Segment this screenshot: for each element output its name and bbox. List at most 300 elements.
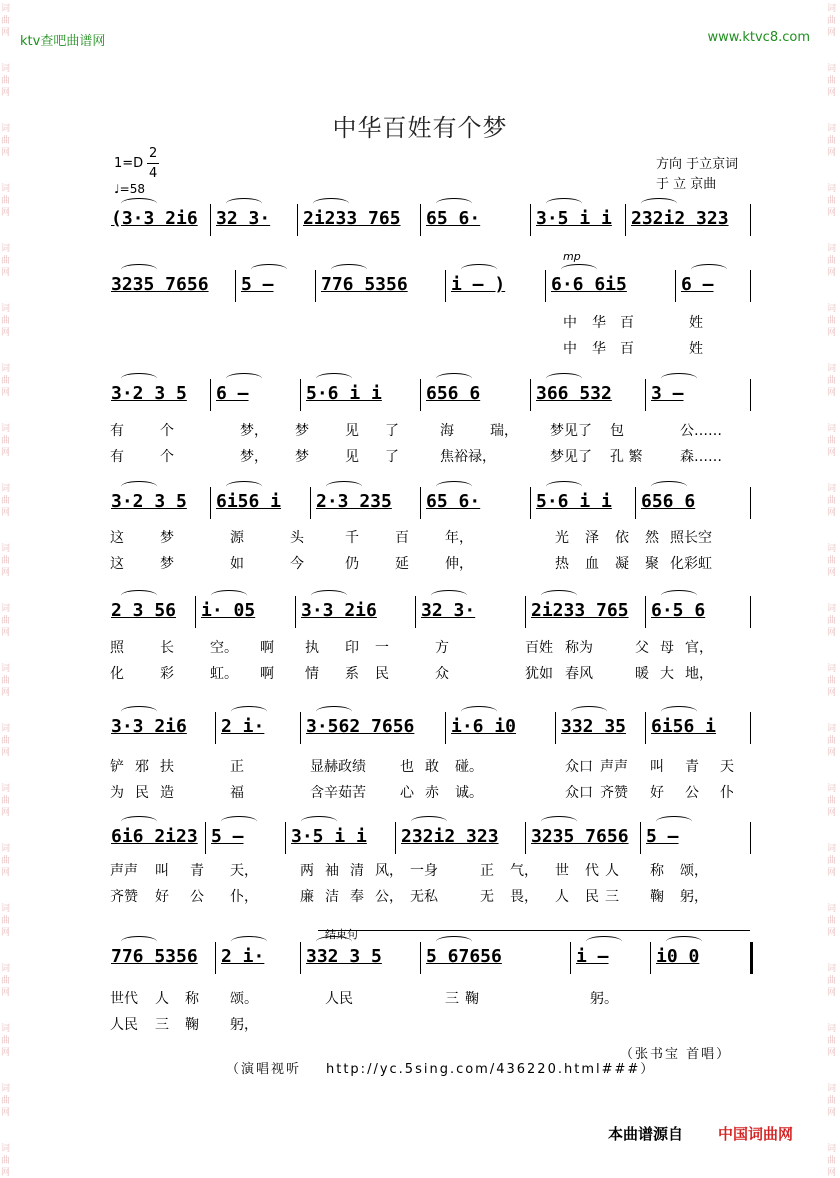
lyric-word: 诚。 <box>455 785 483 801</box>
key-signature: 1=D <box>114 156 144 171</box>
lyric-word: 执 <box>305 640 319 656</box>
lyric-word: 齐赞 <box>110 889 138 905</box>
lyric-word: 海 <box>440 423 454 439</box>
source-site-link[interactable]: 中国词曲网 <box>718 1125 794 1143</box>
slur-mark <box>541 816 577 827</box>
watermark-glyph: 曲 <box>1 1096 11 1106</box>
watermark-glyph: 网 <box>1 1048 11 1058</box>
bar-line <box>750 712 751 744</box>
bar-line <box>285 822 286 854</box>
watermark-glyph: 网 <box>1 808 11 818</box>
lyric-word: 彩 <box>160 666 174 682</box>
lyric-word: 青 <box>685 759 699 775</box>
slur-mark <box>313 198 349 209</box>
watermark-glyph: 词 <box>1 484 11 494</box>
watermark-glyph: 词 <box>827 604 837 614</box>
lyric-word: 声声 <box>600 759 628 775</box>
watermark-glyph: 网 <box>827 508 837 518</box>
slur-mark <box>691 264 727 275</box>
watermark-glyph: 曲 <box>1 1156 11 1166</box>
slur-mark <box>121 481 157 492</box>
time-numerator: 2 <box>149 146 158 161</box>
measure-notes: 5 – <box>241 274 274 295</box>
bar-line <box>750 270 751 302</box>
lyric-word: 凝 <box>615 556 629 572</box>
lyric-word: 母 <box>660 640 674 656</box>
lyric-word: 热 <box>555 556 569 572</box>
measure-notes: 65 6· <box>426 491 481 512</box>
watermark-glyph: 网 <box>1 988 11 998</box>
watermark-glyph: 词 <box>827 844 837 854</box>
lyric-word: 照 <box>110 640 124 656</box>
measure-notes: 6i6 2i23 <box>111 826 198 847</box>
watermark-glyph: 网 <box>827 568 837 578</box>
measure-notes: 3·562 7656 <box>306 716 415 737</box>
measure-notes: 32 3· <box>421 600 476 621</box>
ending-bracket-line <box>318 930 750 931</box>
watermark-glyph: 网 <box>827 28 837 38</box>
watermark-glyph: 词 <box>827 484 837 494</box>
slur-mark <box>226 373 262 384</box>
watermark-glyph: 网 <box>1 868 11 878</box>
slur-mark <box>226 481 262 492</box>
lyric-word: 长 <box>160 640 174 656</box>
time-denominator: 4 <box>149 166 158 181</box>
watermark-glyph: 网 <box>827 628 837 638</box>
measure-notes: 776 5356 <box>321 274 408 295</box>
bar-line <box>530 487 531 519</box>
bar-line <box>300 712 301 744</box>
lyric-line-1 <box>105 527 755 549</box>
lyric-word: 头 <box>290 530 304 546</box>
watermark-glyph: 词 <box>827 1024 837 1034</box>
watermark-glyph: 网 <box>1 208 11 218</box>
lyric-word: 天， <box>230 863 258 879</box>
video-url[interactable]: http://yc.5sing.com/436220.html###） <box>326 1062 656 1077</box>
slur-mark <box>121 816 157 827</box>
watermark-glyph: 词 <box>827 1084 837 1094</box>
lyric-word: 正 <box>480 863 494 879</box>
lyric-word: 这 <box>110 556 124 572</box>
video-label: （演唱视听 <box>226 1062 302 1077</box>
header-right-site[interactable]: www.ktvc8.com <box>707 30 810 45</box>
watermark-glyph: 曲 <box>827 676 837 686</box>
lyric-word: 包 <box>610 423 624 439</box>
measure-notes: 5·6 i i <box>536 491 612 512</box>
measure-notes: 5 67656 <box>426 946 502 967</box>
watermark-glyph: 词 <box>1 544 11 554</box>
watermark-glyph: 网 <box>1 448 11 458</box>
lyric-word: 也 <box>400 759 414 775</box>
lyric-line-2 <box>105 553 755 575</box>
measure-notes: 776 5356 <box>111 946 198 967</box>
slur-mark <box>661 373 697 384</box>
lyric-word: 众口 <box>565 785 593 801</box>
watermark-glyph: 词 <box>1 1024 11 1034</box>
bar-line <box>570 942 571 974</box>
watermark-glyph: 曲 <box>827 976 837 986</box>
lyric-word: 啊 <box>260 666 274 682</box>
watermark-glyph: 词 <box>1 1144 11 1154</box>
measure-notes: 332 35 <box>561 716 627 737</box>
watermark-glyph: 曲 <box>827 436 837 446</box>
watermark-glyph: 曲 <box>1 376 11 386</box>
lyric-word: 梦见了 <box>550 423 592 439</box>
watermark-glyph: 曲 <box>1 76 11 86</box>
watermark-glyph: 曲 <box>1 496 11 506</box>
notation-row <box>105 818 755 858</box>
notation-row <box>105 375 755 415</box>
bar-line <box>750 204 751 236</box>
watermark-glyph: 曲 <box>827 856 837 866</box>
lyric-word: 百姓 <box>525 640 553 656</box>
slur-mark <box>656 816 692 827</box>
watermark-glyph: 曲 <box>827 76 837 86</box>
lyric-word: 齐赞 <box>600 785 628 801</box>
slur-mark <box>461 706 497 717</box>
watermark-glyph: 网 <box>827 1108 837 1118</box>
watermark-glyph: 网 <box>1 1168 11 1178</box>
watermark-glyph: 曲 <box>1 976 11 986</box>
measure-notes: 656 6 <box>641 491 696 512</box>
lyric-word: 公， <box>375 889 403 905</box>
lyric-word: 鞠 <box>465 991 479 1007</box>
bar-line <box>420 379 421 411</box>
lyric-word: 含辛茹苦 <box>310 785 366 801</box>
measure-notes: 332 3 5 <box>306 946 382 967</box>
notation-row <box>105 938 755 978</box>
bar-line <box>530 204 531 236</box>
watermark-glyph: 网 <box>827 1048 837 1058</box>
lyric-word: 公…… <box>680 423 722 439</box>
bar-line <box>215 942 216 974</box>
lyric-word: 赤 <box>425 785 439 801</box>
watermark-glyph: 词 <box>827 184 837 194</box>
lyric-word: 三 <box>155 1017 169 1033</box>
watermark-glyph: 网 <box>827 388 837 398</box>
right-watermark-strip <box>826 0 840 1178</box>
lyric-word: 然 <box>645 530 659 546</box>
source-prefix: 本曲谱源自 <box>608 1125 684 1143</box>
lyric-word: 有 <box>110 449 124 465</box>
bar-line <box>210 204 211 236</box>
bar-line <box>650 942 651 974</box>
lyric-word: 空。 <box>210 640 238 656</box>
lyric-word: 依 <box>615 530 629 546</box>
measure-notes: 6·5 6 <box>651 600 706 621</box>
bar-line <box>625 204 626 236</box>
lyric-word: 印 <box>345 640 359 656</box>
bar-line <box>750 822 751 854</box>
watermark-glyph: 词 <box>827 124 837 134</box>
slur-mark <box>211 590 247 601</box>
measure-notes: 2 i· <box>221 716 265 737</box>
lyric-word: 奉 <box>350 889 364 905</box>
watermark-glyph: 词 <box>827 904 837 914</box>
lyric-line-1 <box>105 312 755 334</box>
lyric-word: 声声 <box>110 863 138 879</box>
bar-line <box>645 596 646 628</box>
slur-mark <box>331 264 367 275</box>
measure-notes: i· 05 <box>201 600 256 621</box>
measure-notes: 3235 7656 <box>531 826 629 847</box>
lyric-word: 姓 <box>689 341 703 357</box>
lyric-word: 仆， <box>230 889 258 905</box>
lyric-line-2 <box>105 663 755 685</box>
watermark-glyph: 词 <box>1 904 11 914</box>
watermark-glyph: 曲 <box>1 136 11 146</box>
watermark-glyph: 曲 <box>1 16 11 26</box>
lyric-word: 躬， <box>230 1017 258 1033</box>
slur-mark <box>561 264 597 275</box>
notation-row <box>105 483 755 523</box>
measure-notes: 32 3· <box>216 208 271 229</box>
watermark-glyph: 曲 <box>1 256 11 266</box>
lyric-word: 好 <box>650 785 664 801</box>
slur-mark <box>436 198 472 209</box>
lyric-word: 见 <box>345 449 359 465</box>
notation-row <box>105 200 755 240</box>
measure-notes: (3·3 2i6 <box>111 208 198 229</box>
measure-notes: 6 – <box>216 383 249 404</box>
watermark-glyph: 曲 <box>827 316 837 326</box>
slur-mark <box>121 373 157 384</box>
lyric-word: 大 <box>660 666 674 682</box>
lyric-word: 个 <box>160 423 174 439</box>
lyric-word: 心 <box>400 785 414 801</box>
measure-notes: 2i233 765 <box>303 208 401 229</box>
watermark-glyph: 网 <box>827 1168 837 1178</box>
lyric-word: 年， <box>445 530 473 546</box>
lyric-word: 颂。 <box>230 991 258 1007</box>
watermark-glyph: 词 <box>827 64 837 74</box>
watermark-glyph: 曲 <box>827 496 837 506</box>
lyric-word: 如 <box>230 556 244 572</box>
slur-mark <box>231 936 267 947</box>
notation-row <box>105 708 755 748</box>
lyric-word: 有 <box>110 423 124 439</box>
lyric-word: 造 <box>160 785 174 801</box>
watermark-glyph: 词 <box>827 304 837 314</box>
lyric-word: 梦， <box>240 423 268 439</box>
watermark-glyph: 词 <box>1 244 11 254</box>
lyric-word: 人 <box>155 991 169 1007</box>
measure-notes: 3·5 i i <box>291 826 367 847</box>
tempo-mark: ♩=58 <box>114 182 145 196</box>
lyric-word: 廉 <box>300 889 314 905</box>
bar-line <box>315 270 316 302</box>
lyric-word: 称 <box>185 991 199 1007</box>
bar-line <box>295 596 296 628</box>
watermark-glyph: 词 <box>1 4 11 14</box>
watermark-glyph: 曲 <box>1 556 11 566</box>
lyric-line-1 <box>105 420 755 442</box>
slur-mark <box>546 198 582 209</box>
lyric-word: 一 <box>375 640 389 656</box>
measure-notes: 5·6 i i <box>306 383 382 404</box>
lyric-word: 鞠 <box>185 1017 199 1033</box>
lyric-word: 世代 <box>110 991 138 1007</box>
bar-line <box>545 270 546 302</box>
lyric-word: 人 <box>605 863 619 879</box>
slur-mark <box>121 936 157 947</box>
slur-mark <box>311 590 347 601</box>
lyric-word: 梦， <box>240 449 268 465</box>
measure-notes: 366 532 <box>536 383 612 404</box>
watermark-glyph: 词 <box>1 844 11 854</box>
dynamic-mark: mp <box>563 250 581 263</box>
lyric-word: 一身 <box>410 863 438 879</box>
lyric-word: 公 <box>190 889 204 905</box>
lyric-line-2 <box>105 338 755 360</box>
lyric-word: 躬， <box>680 889 708 905</box>
watermark-glyph: 词 <box>827 1144 837 1154</box>
lyric-word: 众口 <box>565 759 593 775</box>
lyric-word: 无私 <box>410 889 438 905</box>
watermark-glyph: 词 <box>1 604 11 614</box>
watermark-glyph: 网 <box>1 88 11 98</box>
lyric-word: 敢 <box>425 759 439 775</box>
lyric-word: 了 <box>385 423 399 439</box>
lyric-word: 方 <box>435 640 449 656</box>
lyric-word: 民 <box>585 889 599 905</box>
lyric-word: 父 <box>635 640 649 656</box>
lyric-word: 袖 <box>325 863 339 879</box>
watermark-glyph: 词 <box>1 964 11 974</box>
watermark-glyph: 网 <box>827 808 837 818</box>
lyric-line-1 <box>105 637 755 659</box>
lyric-word: 仆 <box>720 785 734 801</box>
slur-mark <box>461 264 497 275</box>
slur-mark <box>436 936 472 947</box>
measure-notes: 6i56 i <box>651 716 717 737</box>
slur-mark <box>121 198 157 209</box>
slur-mark <box>316 373 352 384</box>
bar-line <box>300 942 301 974</box>
lyric-word: 源 <box>230 530 244 546</box>
lyric-word: 见 <box>345 423 359 439</box>
bar-line <box>525 822 526 854</box>
lyric-word: 铲 <box>110 759 124 775</box>
watermark-glyph: 曲 <box>1 1036 11 1046</box>
watermark-glyph: 曲 <box>827 556 837 566</box>
lyric-word: 梦 <box>295 449 309 465</box>
watermark-glyph: 网 <box>1 508 11 518</box>
lyric-word: 森…… <box>680 449 722 465</box>
measure-notes: 3·2 3 5 <box>111 491 187 512</box>
song-title: 中华百姓有个梦 <box>332 114 508 142</box>
bar-line <box>640 822 641 854</box>
bar-line <box>445 270 446 302</box>
bar-line <box>297 204 298 236</box>
slur-mark <box>571 706 607 717</box>
lyric-word: 躬。 <box>590 991 618 1007</box>
measure-notes: 6i56 i <box>216 491 282 512</box>
slur-mark <box>226 198 262 209</box>
watermark-glyph: 词 <box>1 124 11 134</box>
bar-line <box>420 204 421 236</box>
watermark-glyph: 网 <box>827 268 837 278</box>
measure-notes: 232i2 323 <box>631 208 729 229</box>
lyric-word: 代 <box>585 863 599 879</box>
lyric-line-1 <box>105 756 755 778</box>
watermark-glyph: 曲 <box>827 1096 837 1106</box>
bar-line <box>750 596 751 628</box>
watermark-glyph: 网 <box>1 928 11 938</box>
singer-credit: （张书宝 首唱） <box>620 1047 732 1062</box>
bar-line <box>750 487 751 519</box>
watermark-glyph: 词 <box>827 964 837 974</box>
measure-notes: 6·6 6i5 <box>551 274 627 295</box>
lyric-word: 无 <box>480 889 494 905</box>
watermark-glyph: 曲 <box>827 916 837 926</box>
watermark-glyph: 词 <box>827 364 837 374</box>
lyric-word: 三 <box>445 991 459 1007</box>
watermark-glyph: 曲 <box>827 736 837 746</box>
slur-mark <box>436 373 472 384</box>
lyric-line-2 <box>105 886 755 908</box>
lyric-word: 百 <box>620 315 634 331</box>
slur-mark <box>301 816 337 827</box>
lyric-word: 民 <box>375 666 389 682</box>
bar-line <box>530 379 531 411</box>
watermark-glyph: 网 <box>1 568 11 578</box>
slur-mark <box>221 816 257 827</box>
watermark-glyph: 词 <box>1 364 11 374</box>
watermark-glyph: 曲 <box>1 796 11 806</box>
slur-mark <box>546 373 582 384</box>
measure-notes: 5 – <box>211 826 244 847</box>
watermark-glyph: 网 <box>827 208 837 218</box>
watermark-glyph: 曲 <box>1 736 11 746</box>
notation-row <box>105 592 755 632</box>
lyric-word: 公 <box>685 785 699 801</box>
lyric-word: 中 <box>563 341 577 357</box>
left-watermark-strip <box>0 0 14 1178</box>
watermark-glyph: 词 <box>827 784 837 794</box>
lyric-word: 聚 <box>645 556 659 572</box>
lyric-word: 伸， <box>445 556 473 572</box>
lyric-word: 啊 <box>260 640 274 656</box>
slur-mark <box>586 936 622 947</box>
lyric-word: 照长空 <box>670 530 712 546</box>
lyric-word: 化 <box>110 666 124 682</box>
lyric-word: 个 <box>160 449 174 465</box>
lyric-word: 碰。 <box>455 759 483 775</box>
header-left-site[interactable]: ktv查吧曲谱网 <box>20 34 106 49</box>
measure-notes: 3235 7656 <box>111 274 209 295</box>
watermark-glyph: 词 <box>1 664 11 674</box>
measure-notes: 6 – <box>681 274 714 295</box>
slur-mark <box>251 264 287 275</box>
lyric-word: 众 <box>435 666 449 682</box>
lyric-word: 犹如 <box>525 666 553 682</box>
watermark-glyph: 曲 <box>1 856 11 866</box>
bar-line <box>205 822 206 854</box>
watermark-glyph: 网 <box>1 148 11 158</box>
lyric-word: 正 <box>230 759 244 775</box>
watermark-glyph: 网 <box>1 1108 11 1118</box>
lyric-word: 颂， <box>680 863 708 879</box>
lyric-word: 百 <box>395 530 409 546</box>
bar-line <box>525 596 526 628</box>
watermark-glyph: 曲 <box>1 916 11 926</box>
bar-line <box>645 379 646 411</box>
lyric-word: 华 <box>592 341 606 357</box>
watermark-glyph: 曲 <box>827 616 837 626</box>
lyric-word: 三 <box>605 889 619 905</box>
lyric-word: 泽 <box>585 530 599 546</box>
